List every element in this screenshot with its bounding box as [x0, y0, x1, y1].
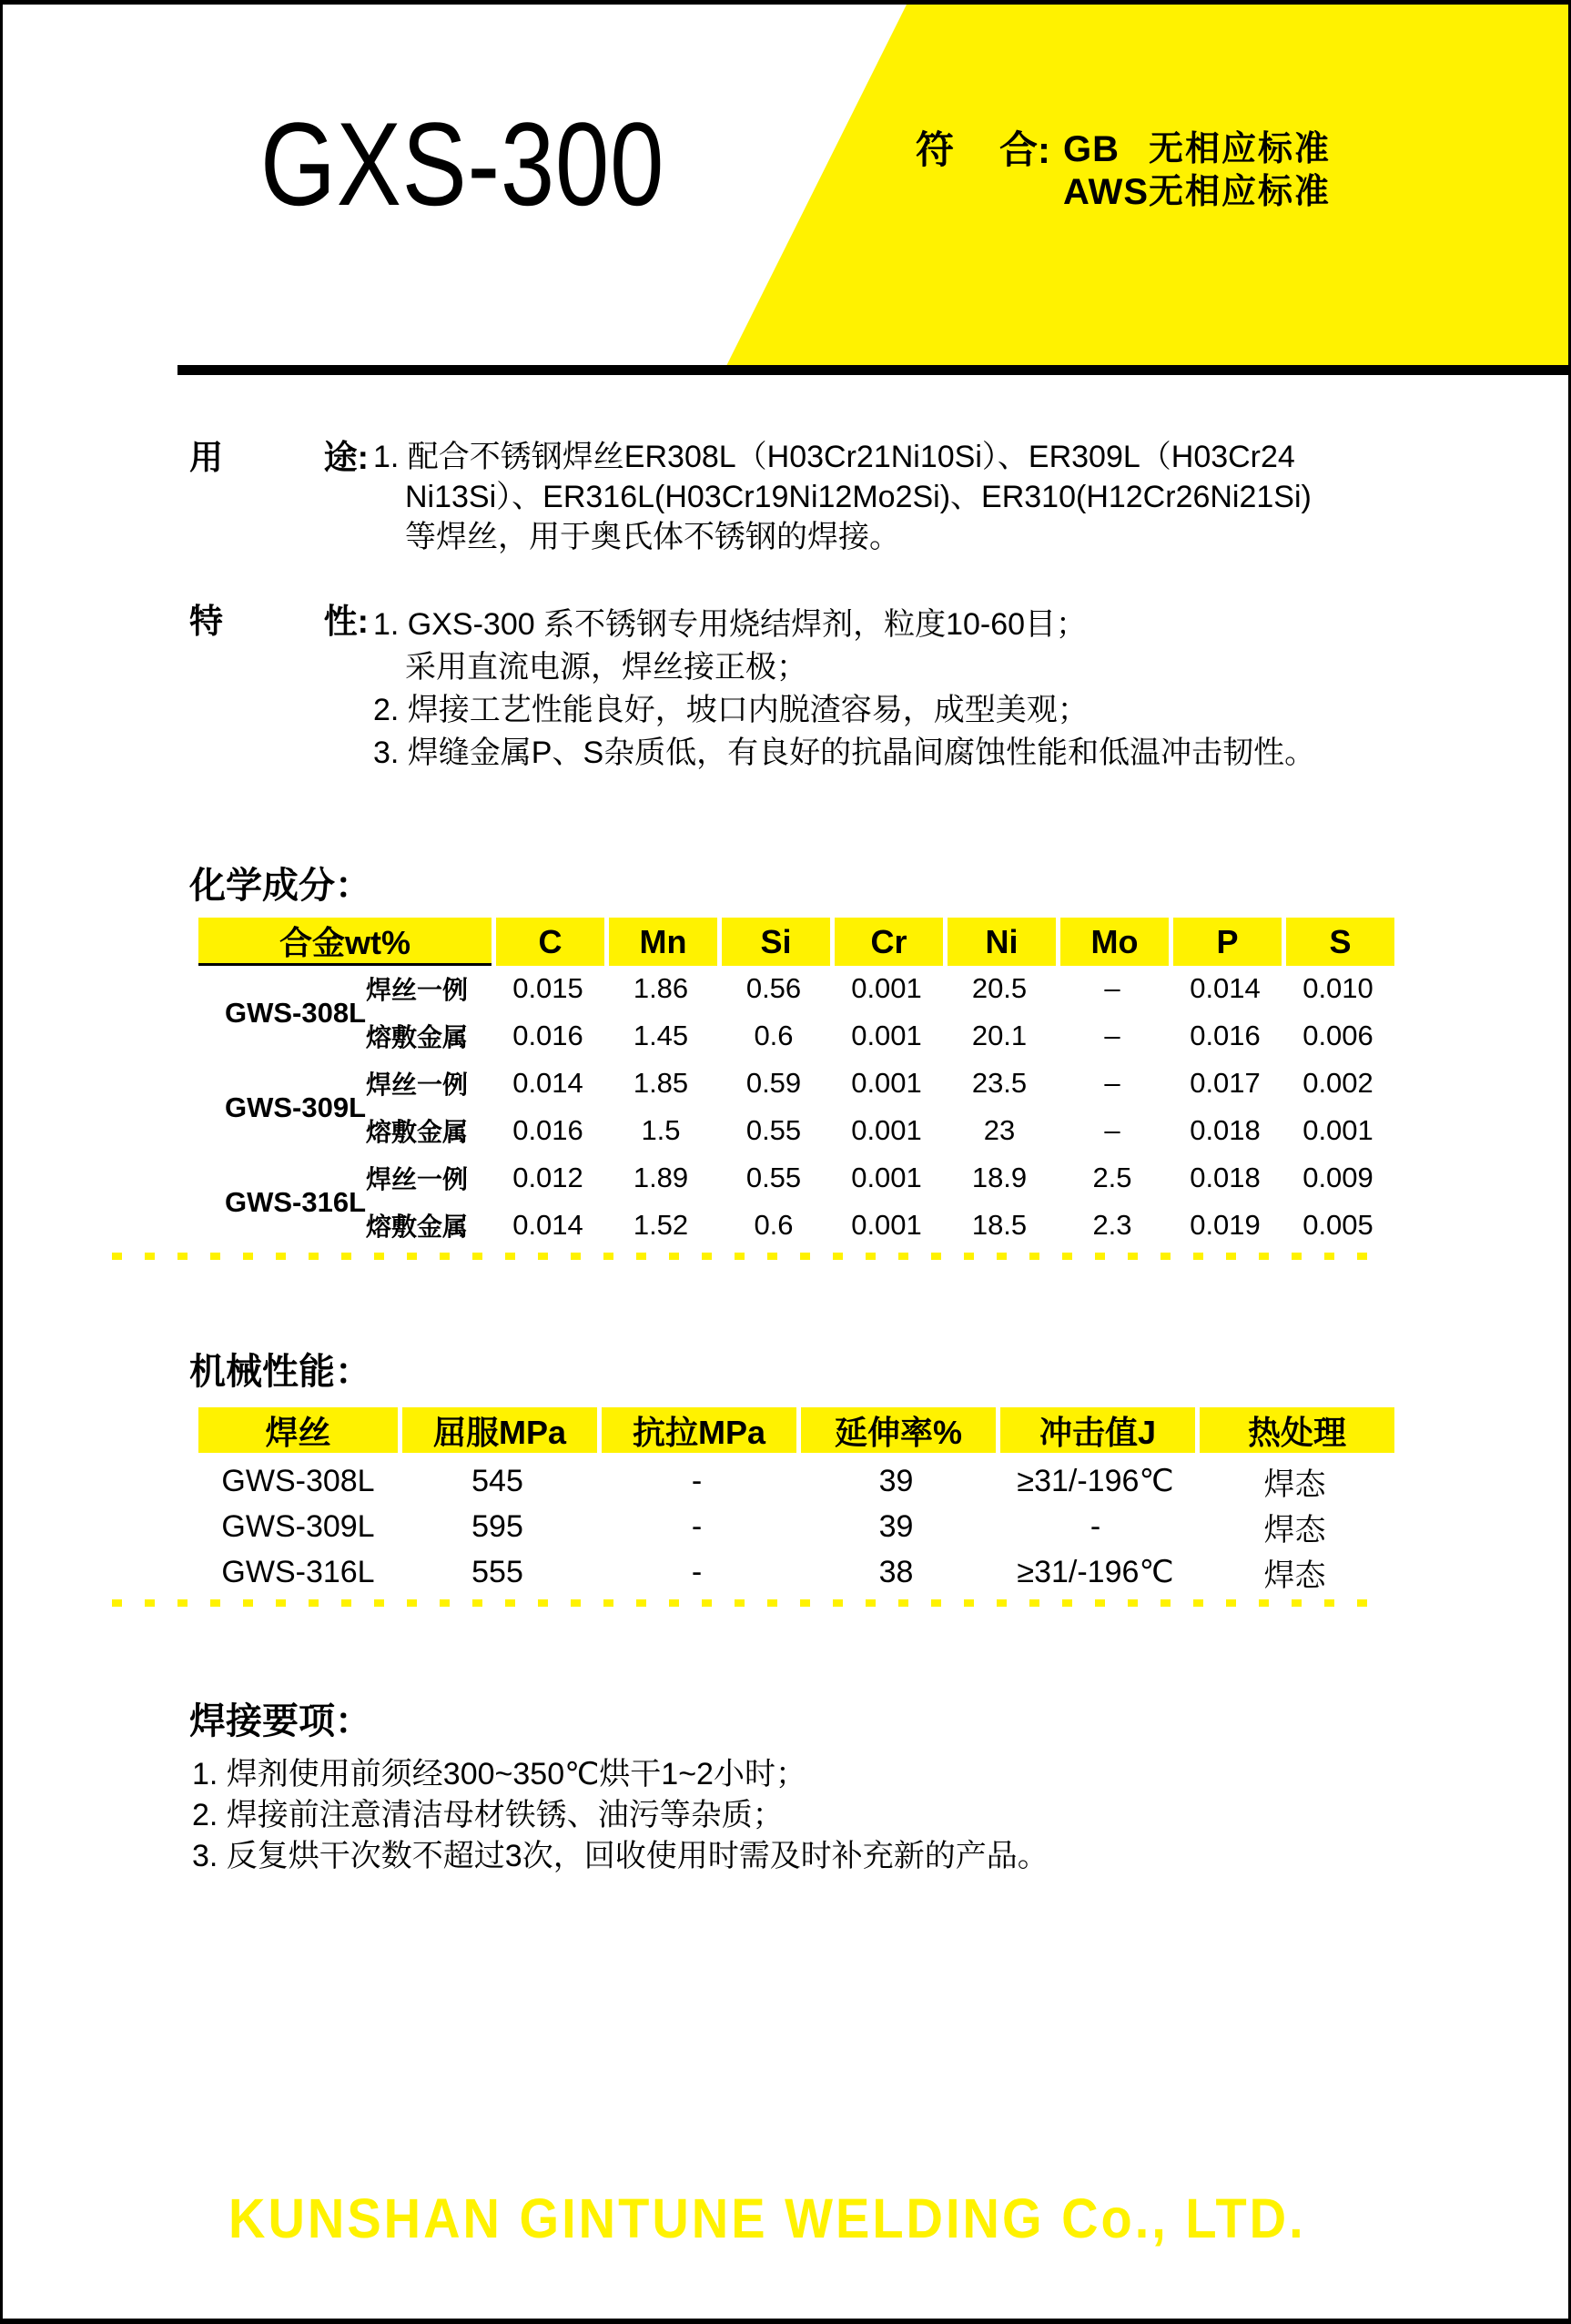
usage-line: Ni13Si）、ER316L(H03Cr19Ni12Mo2Si)、ER310(H12Cr26Ni21Si) — [405, 480, 1312, 514]
usage-text — [373, 437, 1312, 557]
mech-value-cell: - — [1090, 1508, 1101, 1544]
chem-value-cell: 2.5 — [1092, 1162, 1132, 1193]
chem-header-cell: P — [1169, 918, 1282, 966]
chem-value-cell: 0.016 — [1190, 1020, 1261, 1051]
mech-value-cell: 39 — [878, 1463, 914, 1498]
chem-row-type-label: 熔敷金属 — [365, 1118, 468, 1146]
chem-value-cell: 0.55 — [745, 1114, 802, 1146]
features-label-char1: 特 — [189, 603, 223, 640]
chem-value-cell: 0.001 — [851, 1209, 922, 1241]
chem-value-cell: 0.56 — [745, 972, 802, 1004]
mech-header-cell: 焊丝 — [198, 1407, 398, 1453]
chem-value-cell: 0.018 — [1190, 1114, 1261, 1146]
mech-header-row — [198, 1407, 1394, 1453]
chem-value-cell: 0.001 — [851, 1020, 922, 1051]
chem-separator-dashes — [112, 1253, 1382, 1260]
chem-value-cell: 0.001 — [851, 1162, 922, 1193]
chem-value-cell: 0.012 — [512, 1162, 583, 1193]
mech-header-cell: 屈服MPa — [398, 1407, 597, 1453]
chem-value-cell: 1.89 — [633, 1162, 689, 1193]
chem-value-cell: 0.002 — [1302, 1067, 1373, 1099]
page-title: GXS-300 — [260, 97, 665, 230]
chem-value-cell: 0.001 — [1302, 1114, 1373, 1146]
chem-row-type-label: 焊丝一例 — [365, 1165, 468, 1193]
chem-value-cell: 0.014 — [512, 1209, 583, 1241]
chem-value-cell: – — [1104, 1067, 1120, 1099]
chem-value-cell: 0.014 — [512, 1067, 583, 1099]
conformance-standards — [1063, 128, 1331, 214]
chem-value-cell: 1.45 — [633, 1020, 689, 1051]
features-label-char2: 性: — [323, 603, 369, 640]
chem-value-cell: 23.5 — [971, 1067, 1028, 1099]
chem-value-cell: – — [1104, 972, 1120, 1004]
features-text — [373, 604, 1315, 775]
notes-section-heading: 焊接要项： — [189, 1701, 371, 1741]
chem-value-cell: 0.6 — [754, 1020, 794, 1051]
conformance-label-char2: 合: — [999, 128, 1050, 171]
company-name: KUNSHAN GINTUNE WELDING Co., LTD. — [228, 2187, 1306, 2250]
chem-value-cell: 0.55 — [745, 1162, 802, 1193]
chem-section-heading: 化学成分： — [189, 866, 371, 906]
chem-value-cell: 1.85 — [633, 1067, 689, 1099]
mech-separator-dashes — [112, 1599, 1382, 1607]
features-line: 1. GXS-300 系不锈钢专用烧结焊剂，粒度10-60目； — [373, 607, 1088, 642]
usage-label-char2: 途: — [323, 439, 369, 476]
mech-wire-label: GWS-316L — [221, 1554, 375, 1589]
chem-value-cell: 0.017 — [1190, 1067, 1261, 1099]
mech-value-cell: 595 — [471, 1508, 523, 1544]
mech-value-cell: 39 — [878, 1508, 914, 1544]
chem-row-type-label: 熔敷金属 — [365, 1213, 468, 1241]
chem-value-cell: – — [1104, 1114, 1120, 1146]
chem-table — [198, 918, 1394, 1249]
mech-data-rows — [198, 1458, 1394, 1595]
chem-value-cell: 0.016 — [512, 1114, 583, 1146]
chem-value-cell: 18.9 — [971, 1162, 1028, 1193]
mech-value-cell: - — [691, 1554, 703, 1589]
usage-label-char1: 用 — [189, 439, 223, 476]
chem-value-cell: – — [1104, 1020, 1120, 1051]
mech-wire-label: GWS-309L — [221, 1508, 375, 1544]
notes-line: 1. 焊剂使用前须经300~350℃烘干1~2小时； — [192, 1757, 806, 1791]
mech-header-cell: 抗拉MPa — [597, 1407, 796, 1453]
mech-header-cell: 热处理 — [1195, 1407, 1394, 1453]
chem-header-cell: Cr — [830, 918, 943, 966]
chem-header-cell: C — [492, 918, 604, 966]
chem-group-label: GWS-309L — [225, 1091, 367, 1123]
mech-value-cell: 焊态 — [1263, 1512, 1326, 1548]
notes-text — [192, 1754, 1049, 1877]
mech-value-cell: - — [691, 1508, 703, 1544]
features-line: 3. 焊缝金属P、S杂质低，有良好的抗晶间腐蚀性能和低温冲击韧性。 — [373, 736, 1316, 770]
chem-value-cell: 0.014 — [1190, 972, 1261, 1004]
chem-header-alloy: 合金wt% — [198, 918, 492, 966]
chem-group-label: GWS-316L — [225, 1186, 367, 1218]
mech-wire-label: GWS-308L — [221, 1463, 375, 1498]
chem-value-cell: 20.5 — [971, 972, 1028, 1004]
mech-section-heading: 机械性能： — [189, 1352, 371, 1392]
header-yellow-band — [3, 5, 1568, 370]
conformance-line — [1063, 128, 1331, 171]
notes-line: 2. 焊接前注意清洁母材铁锈、油污等杂质； — [192, 1798, 784, 1832]
chem-value-cell: 0.6 — [754, 1209, 794, 1241]
mech-header-cell: 冲击值J — [996, 1407, 1195, 1453]
chem-value-cell: 1.52 — [633, 1209, 689, 1241]
chem-header-cell: Mo — [1056, 918, 1169, 966]
chem-value-cell: 0.015 — [512, 972, 583, 1004]
chem-row-type-label: 熔敷金属 — [365, 1023, 468, 1051]
mech-value-cell: ≥31/-196℃ — [1017, 1464, 1174, 1498]
standard-code: GB — [1063, 129, 1120, 169]
standard-code: AWS — [1063, 172, 1150, 212]
chem-value-cell: 0.001 — [851, 972, 922, 1004]
chem-row-type-label: 焊丝一例 — [365, 976, 468, 1004]
chem-header-cell: Ni — [943, 918, 1056, 966]
chem-value-cell: 0.018 — [1190, 1162, 1261, 1193]
chem-value-cell: 1.5 — [641, 1114, 681, 1146]
chem-value-cell: 0.016 — [512, 1020, 583, 1051]
chem-value-cell: 18.5 — [971, 1209, 1028, 1241]
chem-value-cell: 0.019 — [1190, 1209, 1261, 1241]
chem-value-cell: 23 — [983, 1114, 1016, 1146]
mech-value-cell: 555 — [471, 1554, 523, 1589]
features-line: 采用直流电源，焊丝接正极； — [405, 650, 807, 685]
chem-value-cell: 1.86 — [633, 972, 689, 1004]
chem-value-cell: 0.001 — [851, 1067, 922, 1099]
conformance-label — [916, 128, 1050, 171]
chem-value-cell: 0.59 — [745, 1067, 802, 1099]
chem-value-cell: 0.006 — [1302, 1020, 1373, 1051]
conformance-line — [1063, 171, 1331, 214]
usage-label — [189, 441, 369, 474]
notes-line: 3. 反复烘干次数不超过3次，回收使用时需及时补充新的产品。 — [192, 1839, 1049, 1873]
chem-value-cell: 0.005 — [1302, 1209, 1373, 1241]
mech-table — [198, 1407, 1394, 1595]
header-rule — [177, 365, 1568, 375]
chem-value-cell: 2.3 — [1092, 1209, 1132, 1241]
chem-value-cell: 20.1 — [971, 1020, 1028, 1051]
mech-value-cell: ≥31/-196℃ — [1017, 1555, 1174, 1589]
chem-value-cell: 0.001 — [851, 1114, 922, 1146]
standard-status: 无相应标准 — [1149, 173, 1332, 211]
mech-value-cell: 焊态 — [1263, 1558, 1326, 1593]
chem-group-label: GWS-308L — [225, 997, 367, 1029]
mech-header-cell: 延伸率% — [796, 1407, 996, 1453]
usage-line: 1. 配合不锈钢焊丝ER308L（H03Cr21Ni10Si）、ER309L（H03Cr24 — [373, 440, 1295, 474]
chem-value-cell: 0.009 — [1302, 1162, 1373, 1193]
mech-value-cell: 焊态 — [1263, 1466, 1326, 1502]
chem-row-type-label: 焊丝一例 — [365, 1071, 468, 1099]
mech-value-cell: 545 — [471, 1463, 523, 1498]
chem-header-cell: S — [1282, 918, 1394, 966]
chem-value-cell: 0.010 — [1302, 972, 1373, 1004]
usage-line: 等焊丝，用于奥氏体不锈钢的焊接。 — [405, 520, 900, 554]
chem-header-cell: Si — [717, 918, 830, 966]
standard-status: 无相应标准 — [1149, 130, 1332, 168]
features-line: 2. 焊接工艺性能良好，坡口内脱渣容易，成型美观； — [373, 693, 1089, 727]
mech-value-cell: 38 — [878, 1554, 914, 1589]
conformance-label-char1: 符 — [916, 128, 955, 171]
features-label — [189, 604, 369, 638]
mech-value-cell: - — [691, 1463, 703, 1498]
chem-header-cell: Mn — [604, 918, 717, 966]
conformance-block — [916, 128, 1331, 214]
